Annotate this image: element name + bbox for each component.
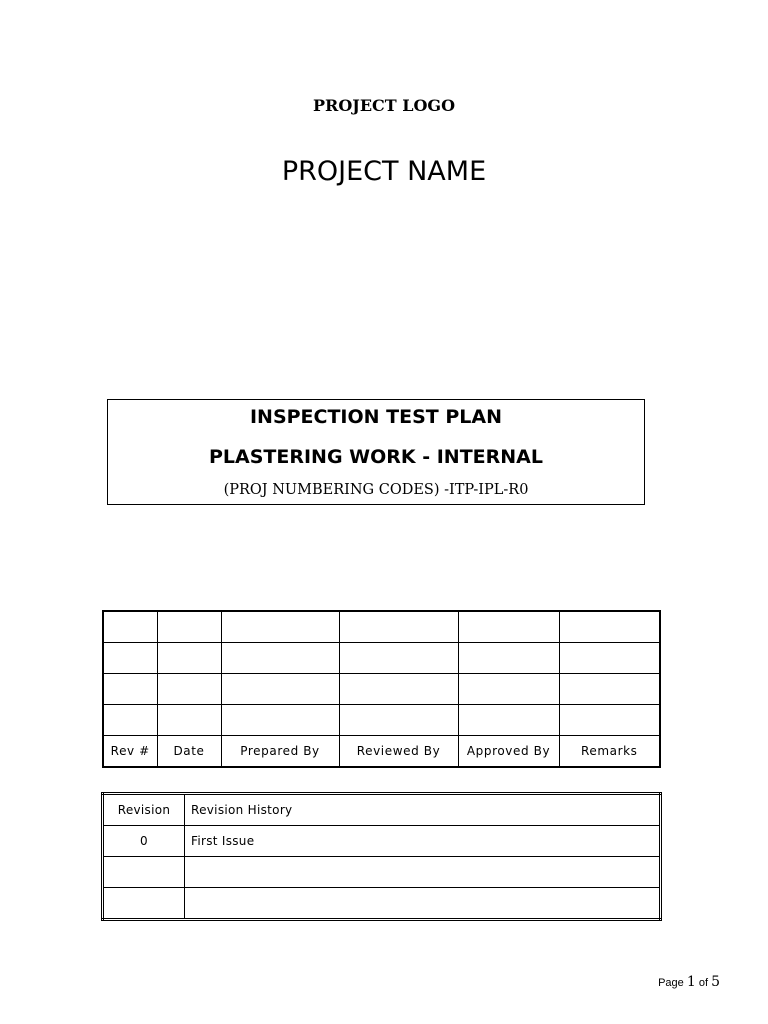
revision-history-table [101, 792, 662, 921]
table-row [103, 674, 660, 705]
table-row [103, 611, 660, 643]
header-approved-by: Approved By [458, 736, 559, 768]
table-cell [458, 705, 559, 736]
table-row [103, 826, 661, 857]
approval-header-row [103, 736, 660, 768]
header-date: Date [157, 736, 221, 768]
table-cell [559, 674, 660, 705]
revision-number [103, 857, 185, 888]
table-cell [157, 643, 221, 674]
table-cell [103, 705, 157, 736]
document-code: (PROJ NUMBERING CODES) -ITP-IPL-R0 [223, 482, 529, 498]
table-cell [221, 705, 339, 736]
header-prepared-by: Prepared By [221, 736, 339, 768]
table-cell [559, 705, 660, 736]
revision-number: 0 [103, 826, 185, 857]
table-cell [339, 611, 458, 643]
table-row [103, 857, 661, 888]
header-reviewed-by: Reviewed By [339, 736, 458, 768]
project-name: PROJECT NAME [281, 156, 487, 187]
revision-description: First Issue [185, 826, 661, 857]
table-cell [157, 674, 221, 705]
approval-table [102, 610, 661, 768]
page-footer [620, 974, 720, 990]
table-cell [157, 705, 221, 736]
table-cell [458, 643, 559, 674]
header-rev: Rev # [103, 736, 157, 768]
document-title: INSPECTION TEST PLAN [249, 406, 503, 428]
page-label: Page [658, 977, 684, 989]
table-cell [221, 674, 339, 705]
page-current: 1 [686, 974, 696, 990]
table-cell [157, 611, 221, 643]
table-cell [221, 643, 339, 674]
revision-number [103, 888, 185, 920]
table-row [103, 643, 660, 674]
header-revision-history: Revision History [185, 794, 661, 826]
table-cell [339, 674, 458, 705]
table-cell [339, 705, 458, 736]
table-cell [559, 611, 660, 643]
table-row [103, 888, 661, 920]
table-cell [339, 643, 458, 674]
project-logo: PROJECT LOGO [312, 96, 456, 115]
table-row [103, 705, 660, 736]
table-cell [458, 674, 559, 705]
table-cell [103, 674, 157, 705]
document-subtitle: PLASTERING WORK - INTERNAL [208, 446, 543, 468]
history-header-row [103, 794, 661, 826]
table-cell [103, 611, 157, 643]
table-cell [458, 611, 559, 643]
header-remarks: Remarks [559, 736, 660, 768]
title-block [107, 399, 645, 505]
table-cell [103, 643, 157, 674]
of-label: of [698, 977, 709, 989]
revision-description [185, 888, 661, 920]
page-total: 5 [711, 974, 720, 990]
header-revision: Revision [103, 794, 185, 826]
table-cell [559, 643, 660, 674]
revision-description [185, 857, 661, 888]
table-cell [221, 611, 339, 643]
